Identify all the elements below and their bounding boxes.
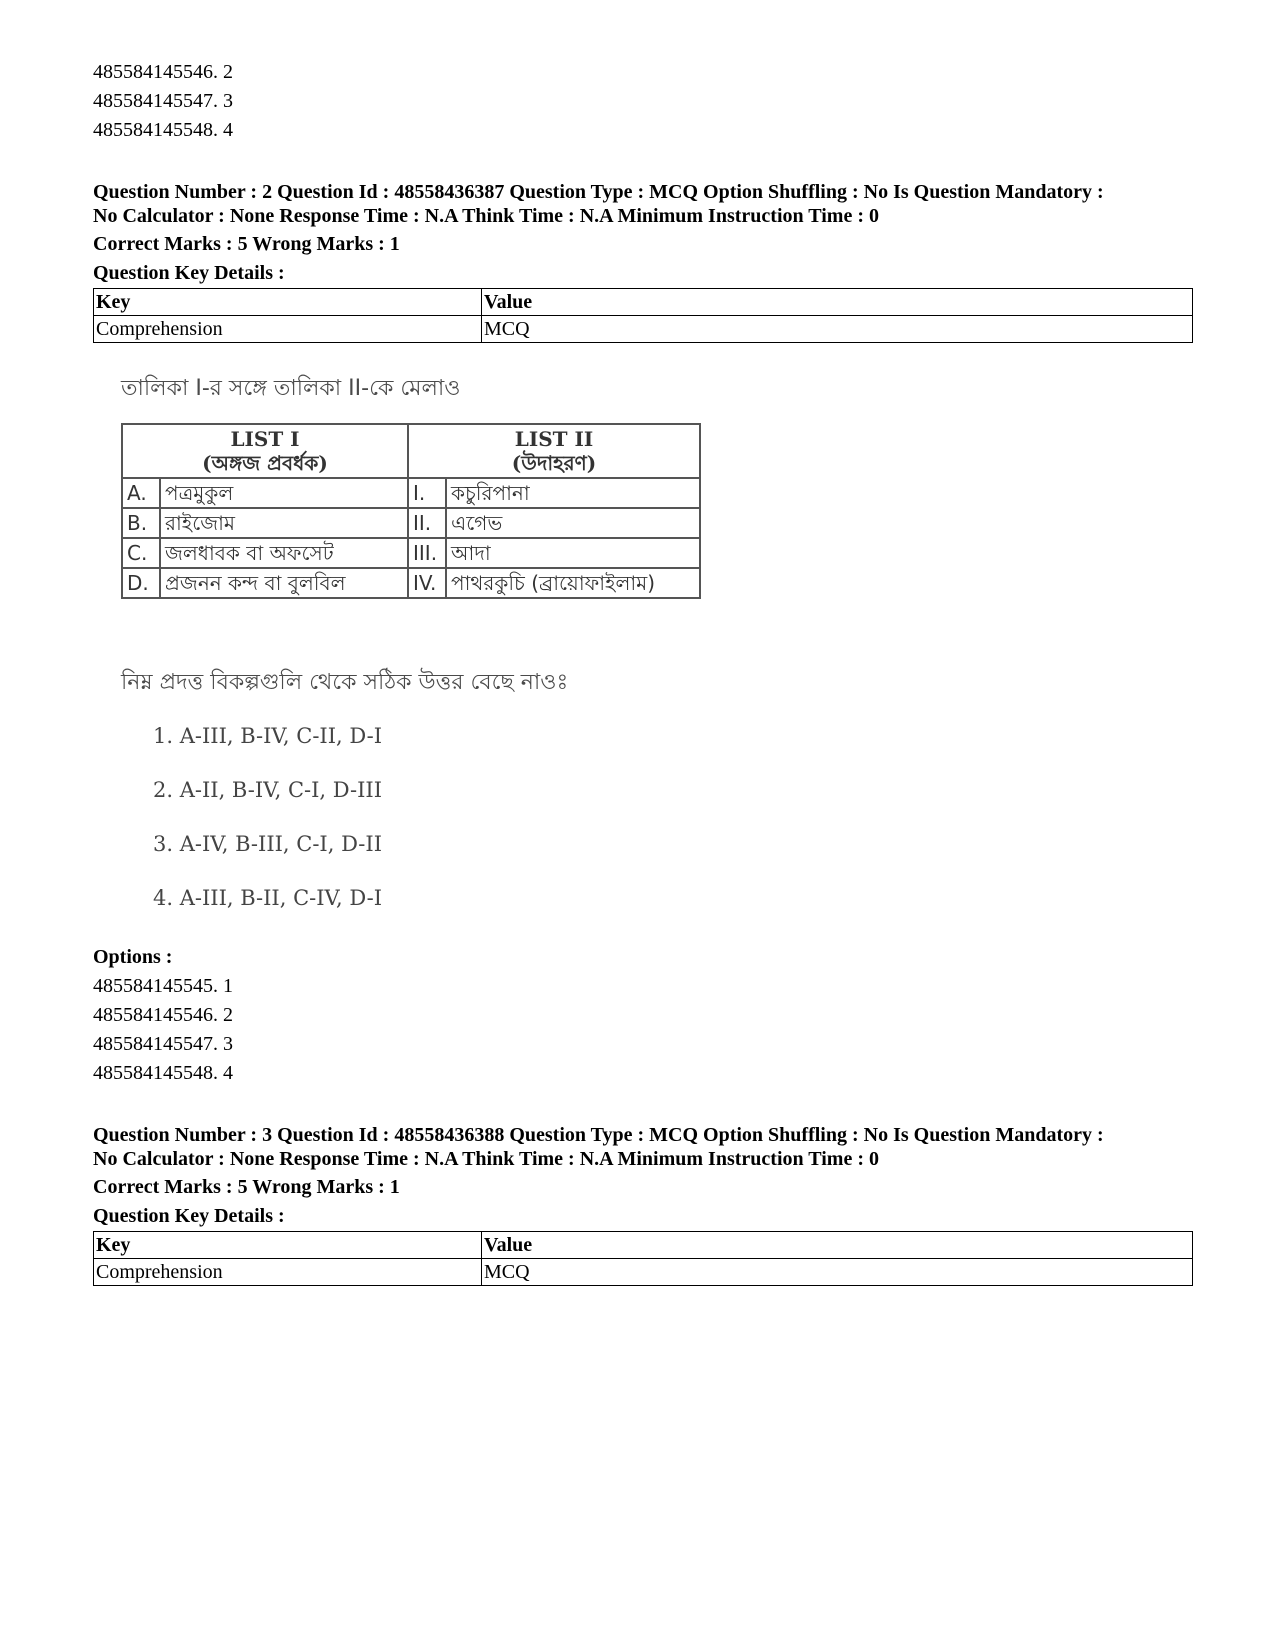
list-1-subtitle: (অঙ্গজ প্রবর্ধক) [202,451,328,475]
list-1-title: LIST I [230,427,300,451]
key-header-cell: Key [94,1232,482,1259]
option-item: 485584145546. 2 [93,61,233,83]
list-1-letter: B. [122,508,160,538]
option-item: 485584145547. 3 [93,1033,233,1055]
list-1-item: রাইজোম [160,508,408,538]
options-list [93,972,1193,1088]
option-item: 485584145547. 3 [93,90,233,112]
previous-options-list [93,58,1193,145]
match-lists-table [121,423,701,599]
answer-choice: 2. A-II, B-IV, C-I, D-III [153,778,382,802]
option-item: 485584145546. 2 [93,1004,233,1026]
question-header-line-1: Question Number : 3 Question Id : 48558436388 Question Type : MCQ Option Shuffling : No Is Question Mandatory : [93,1124,1104,1146]
list-1-letter: A. [122,478,160,508]
value-cell: MCQ [482,316,1193,343]
key-details-table [93,288,1193,343]
question-2-block [93,180,1193,1088]
key-details-label: Question Key Details : [93,1205,285,1227]
list-row [122,508,700,538]
question-header-line-2: No Calculator : None Response Time : N.A Think Time : N.A Minimum Instruction Time : 0 [93,205,879,227]
list-2-numeral: III. [408,538,446,568]
list-2-item: পাথরকুচি (ব্রায়োফাইলাম) [446,568,700,598]
choose-instruction: নিম্ন প্রদত্ত বিকল্পগুলি থেকে সঠিক উত্তর বেছে নাওঃ [121,670,569,695]
list-1-item: জলধাবক বা অফসেট [160,538,408,568]
question-3-block [93,1123,1193,1286]
option-item: 485584145548. 4 [93,1062,233,1084]
lists-header-row [122,424,700,478]
value-cell: MCQ [482,1259,1193,1286]
question-image [121,369,1193,925]
options-label: Options : [93,946,173,968]
list-1-item: পত্রমুকুল [160,478,408,508]
marks-line: Correct Marks : 5 Wrong Marks : 1 [93,1176,400,1198]
key-cell: Comprehension [94,316,482,343]
table-header-row [94,289,1193,316]
question-header-line-1: Question Number : 2 Question Id : 48558436387 Question Type : MCQ Option Shuffling : No Is Question Mandatory : [93,181,1104,203]
list-1-letter: C. [122,538,160,568]
list-2-numeral: I. [408,478,446,508]
question-header-line-2: No Calculator : None Response Time : N.A Think Time : N.A Minimum Instruction Time : 0 [93,1148,879,1170]
document-page [93,58,1193,1286]
list-2-numeral: IV. [408,568,446,598]
option-item: 485584145545. 1 [93,975,233,997]
list-1-letter: D. [122,568,160,598]
list-row [122,568,700,598]
list-2-item: কচুরিপানা [446,478,700,508]
marks-line: Correct Marks : 5 Wrong Marks : 1 [93,233,400,255]
question-instruction: তালিকা I-র সঙ্গে তালিকা II-কে মেলাও [121,376,461,401]
answer-choice: 4. A-III, B-II, C-IV, D-I [153,886,382,910]
answer-choice: 3. A-IV, B-III, C-I, D-II [153,832,382,856]
key-header-cell: Key [94,289,482,316]
table-row [94,1259,1193,1286]
list-row [122,538,700,568]
value-header-cell: Value [482,289,1193,316]
list-2-numeral: II. [408,508,446,538]
list-2-item: আদা [446,538,700,568]
key-cell: Comprehension [94,1259,482,1286]
list-1-item: প্রজনন কন্দ বা বুলবিল [160,568,408,598]
key-details-table [93,1231,1193,1286]
value-header-cell: Value [482,1232,1193,1259]
answer-choice: 1. A-III, B-IV, C-II, D-I [153,724,382,748]
table-row [94,316,1193,343]
list-row [122,478,700,508]
list-2-title: LIST II [514,427,594,451]
list-2-subtitle: (উদাহরণ) [511,451,597,475]
answer-choices [153,709,1193,925]
option-item: 485584145548. 4 [93,119,233,141]
table-header-row [94,1232,1193,1259]
list-1-header [122,424,408,478]
key-details-label: Question Key Details : [93,262,285,284]
list-2-item: এগেভ [446,508,700,538]
list-2-header [408,424,700,478]
